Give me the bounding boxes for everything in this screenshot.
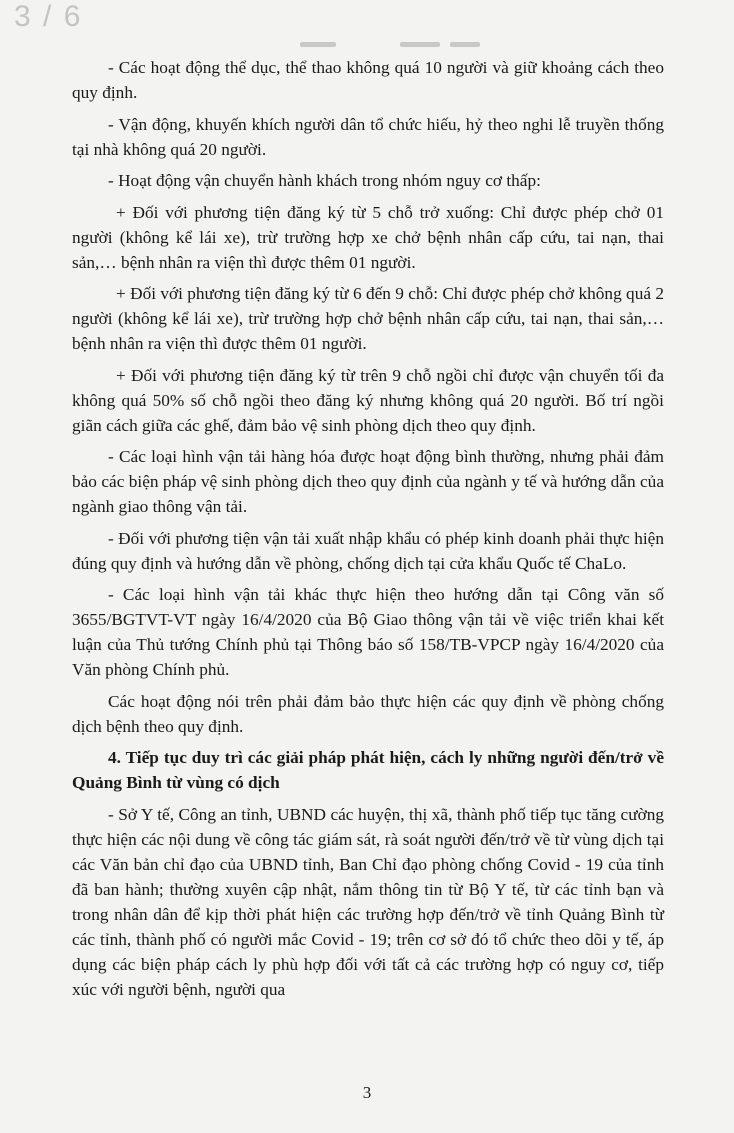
scan-artifact <box>300 42 336 47</box>
paragraph-freight-transport: - Các loại hình vận tải hàng hóa được hoạt động bình thường, nhưng phải đảm bảo các biện pháp vệ sinh phòng dịch theo quy định của ngành y tế và hướng dẫn của ngành giao thông vận tải. <box>72 447 664 516</box>
page-counter: 3 / 6 <box>14 0 83 33</box>
paragraph-weddings-funerals: - Vận động, khuyến khích người dân tổ chức hiếu, hỷ theo nghi lễ truyền thống tại nhà không quá 20 người. <box>72 114 664 159</box>
page-number: 3 <box>362 1083 372 1102</box>
paragraph-vehicles-5-seats: + Đối với phương tiện đăng ký từ 5 chỗ trở xuống: Chỉ được phép chở 01 người (không kể lái xe), trừ trường hợp xe chở bệnh nhân cấp cứu, tai nạn, thai sản,… bệnh nhân ra viện thì được thêm 01 người. <box>72 202 664 272</box>
paragraph-vehicles-6-9-seats: + Đối với phương tiện đăng ký từ 6 đến 9 chỗ: Chỉ được phép chở không quá 2 người (không kể lái xe), trừ trường hợp chở bệnh nhân cấp cứu, tai nạn, thai sản,… bệnh nhân ra viện thì được thêm 01 người. <box>72 284 664 353</box>
document-body <box>72 55 664 1008</box>
paragraph-vehicles-over-9-seats: + Đối với phương tiện đăng ký từ trên 9 chỗ ngồi chỉ được vận chuyển tối đa không quá 50% số chỗ ngồi theo đăng ký nhưng không quá 20 người. Bố trí ngồi giãn cách giữa các ghế, đảm bảo vệ sinh phòng dịch theo quy định. <box>72 365 664 435</box>
paragraph-health-surveillance: - Sở Y tế, Công an tỉnh, UBND các huyện, thị xã, thành phố tiếp tục tăng cường thực hiện các nội dung về công tác giám sát, rà soát người đến/trở về từ vùng dịch tại các Văn bản chỉ đạo của UBND tỉnh, Ban Chỉ đạo phòng chống Covid - 19 của tỉnh đã ban hành; thường xuyên cập nhật, nắm thông tin từ Bộ Y tế, từ các tỉnh bạn và trong nhân dân để kịp thời phát hiện các trường hợp đến/trở về tỉnh Quảng Bình từ các tỉnh, thành phố có người mắc Covid - 19; trên cơ sở đó tổ chức theo dõi y tế, áp dụng các biện pháp cách ly phù hợp đối với tất cả các trường hợp có nguy cơ, tiếp xúc với người bệnh, người qua <box>72 804 664 999</box>
paragraph-summary: Các hoạt động nói trên phải đảm bảo thực hiện các quy định về phòng chống dịch bệnh theo quy định. <box>72 691 664 736</box>
paragraph-import-export: - Đối với phương tiện vận tải xuất nhập khẩu có phép kinh doanh phải thực hiện đúng quy định và hướng dẫn về phòng, chống dịch tại cửa khẩu Quốc tế ChaLo. <box>72 528 664 573</box>
paragraph-other-transport: - Các loại hình vận tải khác thực hiện theo hướng dẫn tại Công văn số 3655/BGTVT-VT ngày 16/4/2020 của Bộ Giao thông vận tải về việc triển khai kết luận của Thủ tướng Chính phủ tại Thông báo số 158/TB-VPCP ngày 16/4/2020 của Văn phòng Chính phủ. <box>72 585 664 679</box>
paragraph-passenger-transport: - Hoạt động vận chuyển hành khách trong nhóm nguy cơ thấp: <box>108 171 541 190</box>
scan-artifact <box>400 42 440 47</box>
paragraph-sports-activities: - Các hoạt động thể dục, thể thao không quá 10 người và giữ khoảng cách theo quy định. <box>72 58 664 102</box>
section-heading-4: 4. Tiếp tục duy trì các giải pháp phát hiện, cách ly những người đến/trở về Quảng Bình từ vùng có dịch <box>72 748 664 792</box>
scan-artifact <box>450 42 480 47</box>
